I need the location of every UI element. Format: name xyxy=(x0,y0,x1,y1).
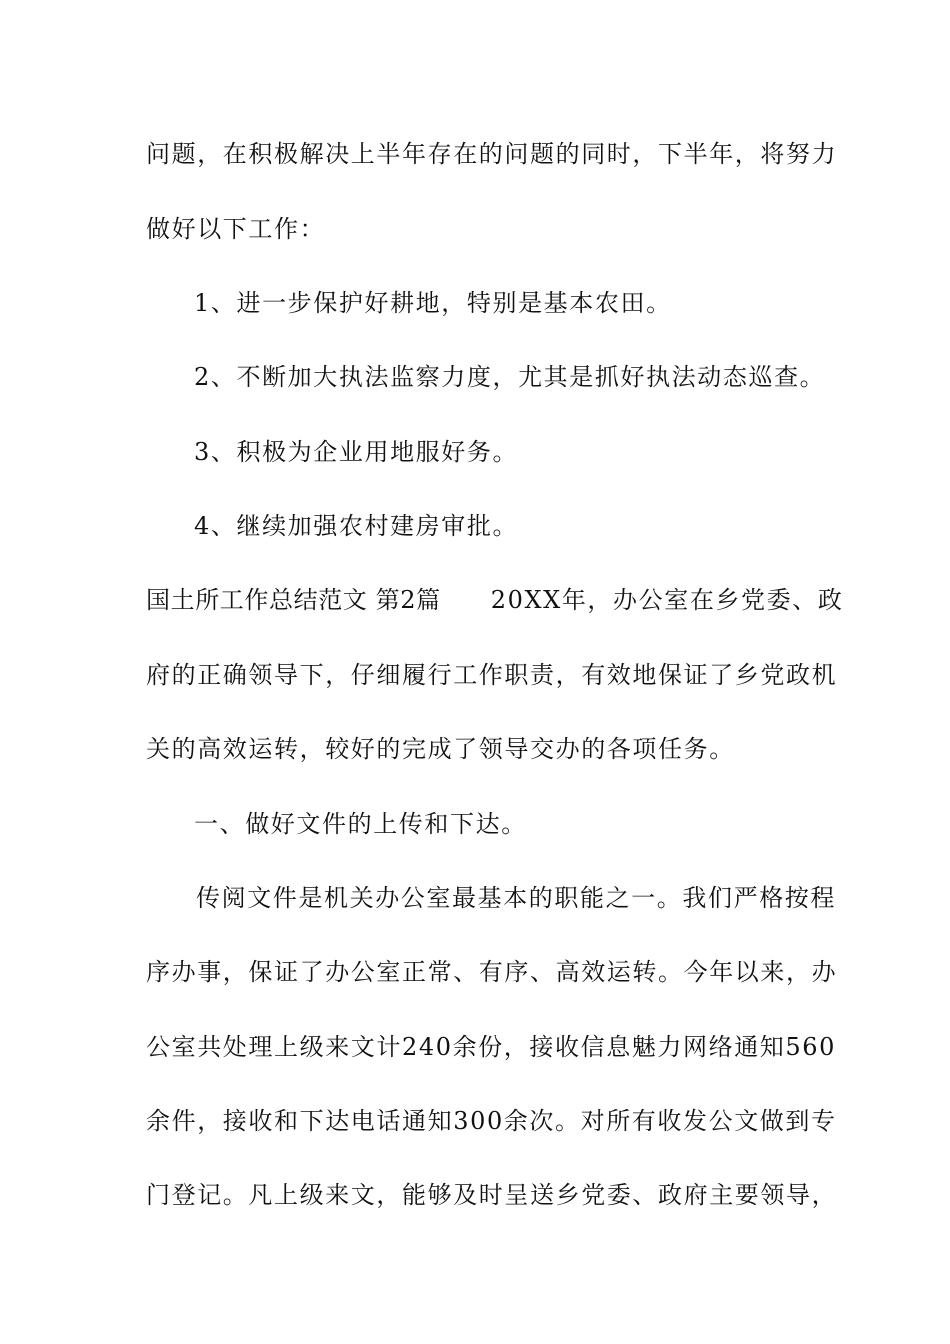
paragraph-start: 20XX年，办公室在乡党委、政 xyxy=(490,586,844,614)
text-line: 府的正确领导下，仔细履行工作职责，有效地保证了乡党政机 xyxy=(146,661,838,689)
article-heading-line xyxy=(146,584,844,616)
text-line: 传阅文件是机关办公室最基本的职能之一。我们严格按程 xyxy=(196,884,836,912)
text-line: 公室共处理上级来文计240余份，接收信息魅力网络通知560 xyxy=(146,1033,837,1061)
text-line: 关的高效运转，较好的完成了领导交办的各项任务。 xyxy=(146,735,735,763)
article-heading: 国土所工作总结范文 第2篇 xyxy=(146,586,441,614)
list-item: 4、继续加强农村建房审批。 xyxy=(194,512,519,540)
text-line: 序办事，保证了办公室正常、有序、高效运转。今年以来，办 xyxy=(146,958,838,986)
section-heading: 一、做好文件的上传和下达。 xyxy=(194,810,527,838)
list-item: 1、进一步保护好耕地，特别是基本农田。 xyxy=(194,289,672,317)
list-item: 2、不断加大执法监察力度，尤其是抓好执法动态巡查。 xyxy=(194,363,826,391)
text-line: 问题，在积极解决上半年存在的问题的同时，下半年，将努力 xyxy=(146,140,838,168)
text-line: 做好以下工作： xyxy=(146,215,326,243)
text-line: 余件，接收和下达电话通知300余次。对所有收发公文做到专 xyxy=(146,1107,837,1135)
text-line: 门登记。凡上级来文，能够及时呈送乡党委、政府主要领导， xyxy=(146,1181,838,1209)
list-item: 3、积极为企业用地服好务。 xyxy=(194,438,519,466)
